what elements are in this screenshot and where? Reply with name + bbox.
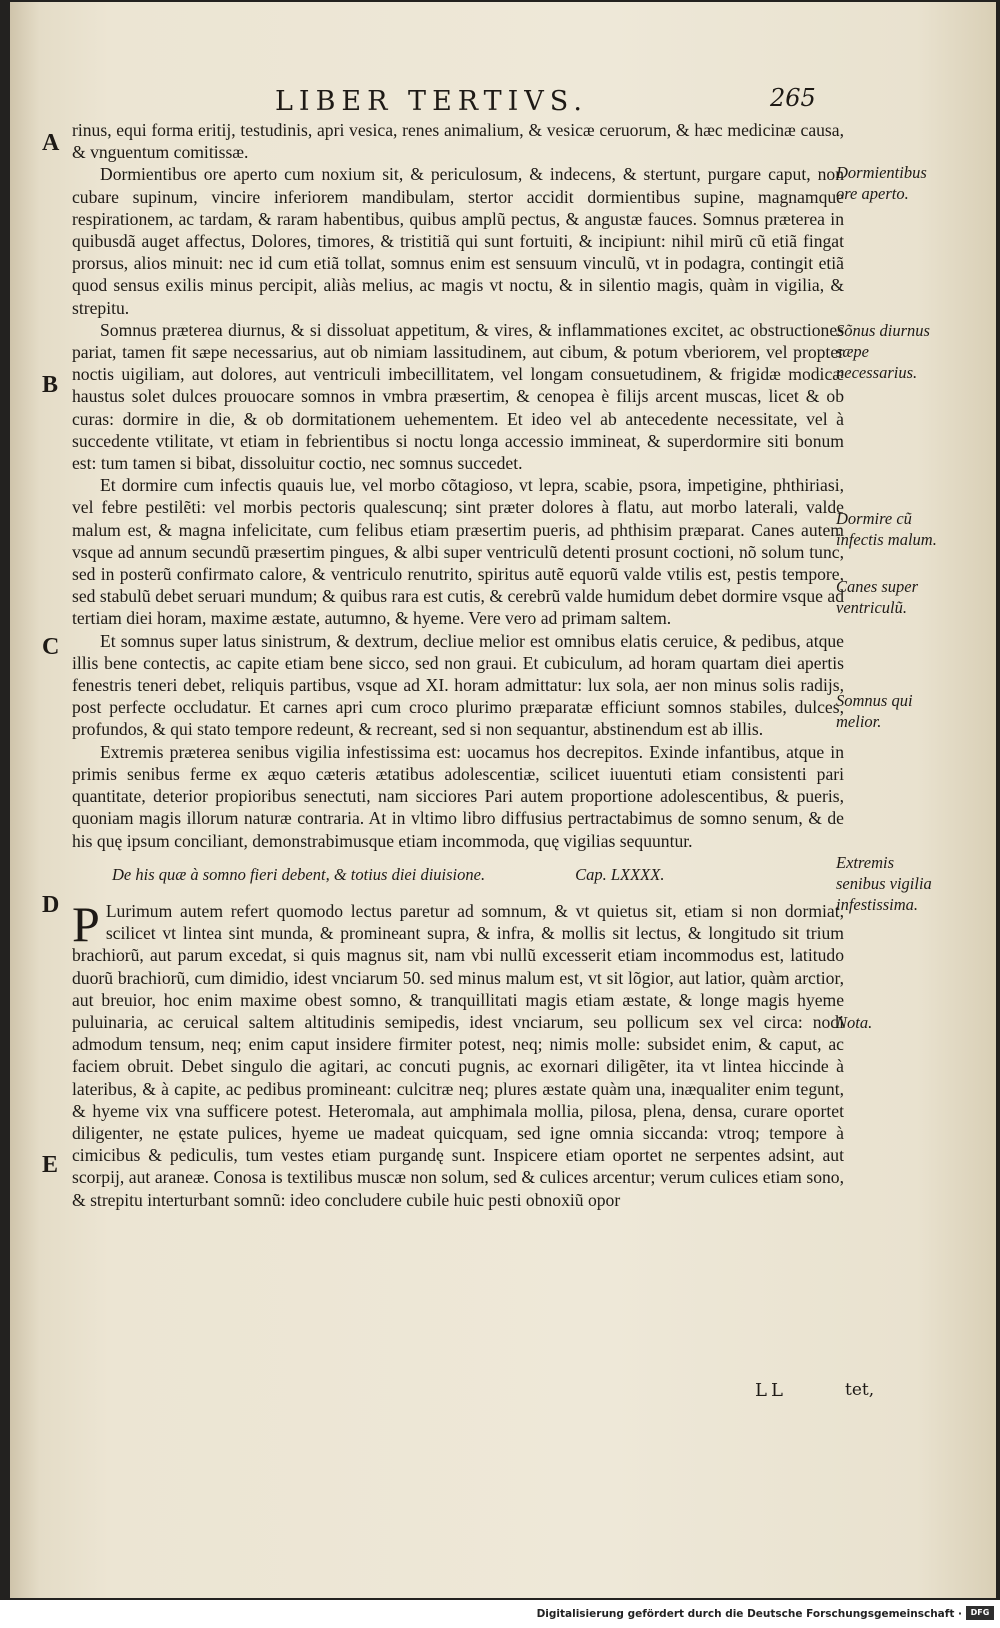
side-note-canes: Canes super ventriculũ. <box>836 577 919 617</box>
side-note-dormire-cum-infectis: Dormire cũ infectis malum. <box>836 509 937 549</box>
paragraph: Dormientibus ore aperto cum noxium sit, & periculosum, & indecens, & stertunt, purgare caput, non cubare supinum, vincire inferiorem mandibulam, stertor accidit dormientibus supine, magnamque respirationem, ac tardam, & raram habentibus, quibus amplũ pectus, & angustæ fauces. Somnus præterea in quibusdã auget affectus, Dolores, timores, & tristitiã qui sunt fortuiti, & incipiunt: nihil mirũ cũ etiã fingat prorsus, alios minuit: nec id cum etiã tollat, somnus enim est sensuum vinculũ, vt in podagra, contingit etiã quod sensus exilis minus percipit, aliàs melius, ac magis vt noctu, & in silentio magis, quàm in vigilia, & strepitu. <box>72 164 844 318</box>
paragraph: rinus, equi forma eritij, testudinis, apri vesica, renes animalium, & vesicæ ceruorum, & hæc medicinæ causa, & vnguentum comitissæ. <box>72 120 844 163</box>
side-note-dormientibus: Dormientibus ore aperto. <box>836 163 927 203</box>
side-note-extremis-senibus: Extremis senibus vigilia infestissima. <box>836 853 932 914</box>
chapter-paragraph <box>72 895 844 1211</box>
signature-mark: LL <box>755 1380 787 1401</box>
drop-cap: P <box>72 895 100 952</box>
side-note-nota: Nota. <box>836 1013 873 1032</box>
running-head: LIBER TERTIVS. <box>275 86 588 117</box>
paragraph: Et dormire cum infectis quauis lue, vel morbo cõtagioso, vt lepra, scabie, psora, impetigine, phthiriasi, vel febre pestilẽti: vel morbis pectoris qualescunq; sint præter dolores à flatu, aut morbo laterali, valde malum est, & magna infelicitate, cum felibus etiam præsertim pueris, ad phthisim præparat. Canes autem vsque ad annum secundũ præsertim pingues, & albi super ventriculũ detenti prosunt coctioni, nõ solum tunc, sed in posterũ confirmato calore, & ventriculo renutrito, spiritus autẽ equorũ valde vtilis est, pestis tempore, sed stabulũ debet seruari mundum; & quibus rara est cutis, & cerebrũ valde humidum debet dormire vsque ad tertiam diei horam, maxime æstate, autumno, & hyeme. Vere vero ad primam saltem. <box>72 475 844 629</box>
chapter-title: De his quæ à somno fieri debent, & totius diei diuisione. <box>112 864 486 884</box>
book-page <box>10 2 996 1598</box>
dfg-logo: DFG <box>966 1606 994 1620</box>
paragraph: Et somnus super latus sinistrum, & dextrum, decliue melior est omnibus elatis ceruice, & pedibus, atque illis bene contectis, ac capite etiam bene sicco, sed non graui. Et cubiculum, ad horam quartam diei apertis fenestris teneri debet, reliquis partibus, vsque ad XI. horam admittatur: lux sola, aer non minus solis radijs, post perfecte occludatur. Et carnes apri cum croco plurimo præparatæ efficiunt somnos stabiles, dulces, profundos, & qui stato tempore redeunt, & recreant, sed si non sequantur, abstinendum est ab illis. <box>72 630 844 740</box>
paragraph: Somnus præterea diurnus, & si dissoluat appetitum, & vires, & inflammationes excitet, ac obstructiones pariat, tamen fit sæpe necessarius, aut ob nimiam lassitudinem, aut cibum, & potum vberiorem, vel propter noctis uigiliam, aut dolores, aut ventriculi imbecillitatem, vel longam consuetudinem, & frigidæ modicæ haustus solet dulces prouocare somnos in vmbra præsertim, & cenopea è filijs arcent muscas, licet & ob curas: dormire in die, & ob dormitationem uehementem. Et ideo vel ab antecedente necessitate, vel à succedente vtilitate, vt etiam in febrientibus si noctu longa accessio immineat, & superdormire siti bonum est: tum tamen si bibat, dissoluitur coctio, nec somnus succedet. <box>72 319 844 474</box>
page-number: 265 <box>770 84 816 112</box>
catchword: tet, <box>845 1380 875 1400</box>
chapter-text: Lurimum autem refert quomodo lectus paretur ad somnum, & vt quietus sit, etiam si non dormiat, scilicet vt lintea sint munda, & promineant supra, & infra, & mollis sit lectus, & longitudo sit trium brachiorũ, aut parum excedat, si quis magnus sit, nam vbi nullũ excesserit etiam incommodus est, latitudo duorũ brachiorũ, cum dimidio, idest vnciarum 50. sed minus malum est, vt sit lõgior, aut latior, quàm arctior, aut breuior, hoc enim maxime obest somno, & tranquillitati magis etiam æstate, & longe magis hyeme puluinaria, ac ceruical saltem altitudinis semipedis, idest vnciarum, seu pollicum sex vel circa: nodi admodum tensum, neq; enim caput insidere firmiter potest, neq; nimis molle: subsidet enim, & caput, ac faciem obruit. Debet singulo die agitari, ac concuti pugnis, ac exornari diligẽter, ita vt lintea hiccinde à lateribus, & à capite, ac pedibus promineant: culcitræ neq; plures æstate quàm una, inæqualiter enim tegunt, & hyeme vix vna sufficere potest. Heteromala, aut amphimala mollia, pilosa, plena, densa, curare oportet diligenter, ne ęstate pulices, hyeme ue madeat quicquam, sed igne omnia siccanda: vtroq; tempore à cimicibus & pediculis, tum vestes etiam purgandę sunt. Inspicere etiam oportet ne serpentes adsint, aut scorpij, aut araneæ. Conosa is textilibus muscæ non solum, sed & culices arcentur; verum culices etiam sono, & strepitu interturbant somnũ: ideo concludere cubile huic pesti obnoxiũ opor <box>72 900 844 1210</box>
margin-letter-d: D <box>42 892 60 918</box>
footer-credit: Digitalisierung gefördert durch die Deutsche Forschungsgemeinschaft · <box>536 1608 962 1620</box>
margin-letter-c: C <box>42 634 60 660</box>
chapter-number: Cap. LXXXX. <box>575 864 665 884</box>
side-note-somnus-diurnus: Sõnus diurnus sæpe necessarius. <box>836 321 930 382</box>
side-note-somnus-melior: Somnus qui melior. <box>836 691 913 731</box>
body-text <box>72 119 844 1211</box>
margin-letter-e: E <box>42 1152 59 1178</box>
margin-letter-b: B <box>42 372 59 398</box>
margin-letter-a: A <box>42 130 60 156</box>
footer-bar <box>0 1600 1000 1628</box>
chapter-heading <box>112 864 844 886</box>
paragraph: Extremis præterea senibus vigilia infestissima est: uocamus hos decrepitos. Exinde infantibus, atque in primis senibus ferme ex æquo cæteris ætatibus adolescentiæ, scilicet iuuentuti etiam consistenti pari quantitate, deterior propioribus senectuti, nam sicciores Pari autem proportione adolescentibus, & pueris, quoniam magis illorum naturæ contraria. At in vltimo libro diffusius pertractabimus de somno senum, & de his quę ipsum conciliant, demonstrabimusque etiam incommoda, quę vigilias sequuntur. <box>72 741 844 851</box>
